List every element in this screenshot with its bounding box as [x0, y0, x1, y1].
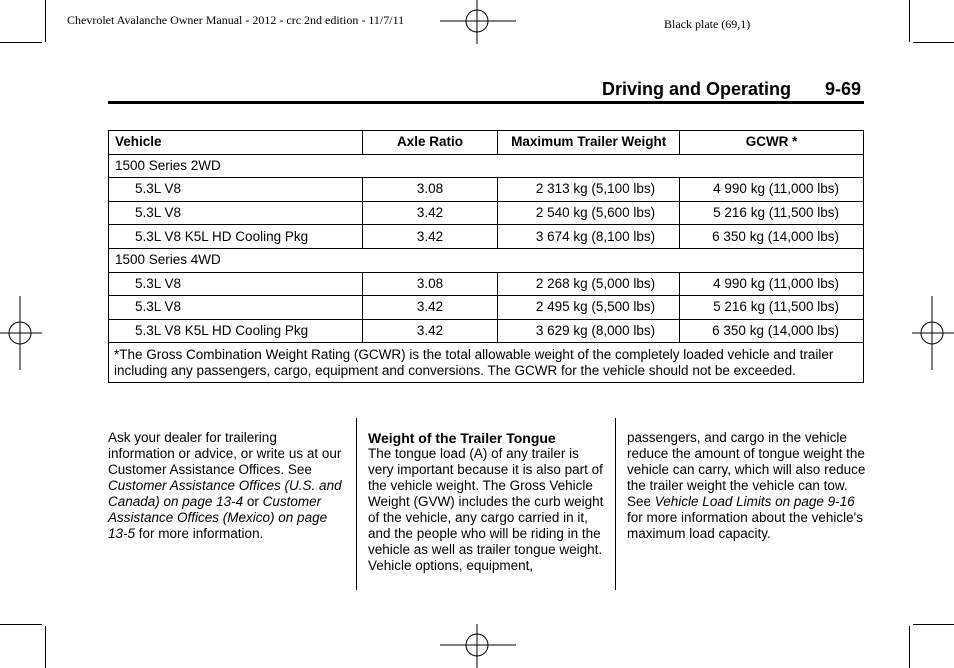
table-cell: 4 990 kg (11,000 lbs) — [680, 178, 864, 202]
group-label: 1500 Series 4WD — [109, 248, 864, 272]
table-cell: 5.3L V8 K5L HD Cooling Pkg — [109, 319, 363, 343]
table-row — [109, 178, 864, 202]
footnote-row — [109, 343, 864, 383]
header-rule — [108, 101, 864, 104]
table-row — [109, 272, 864, 296]
registration-mark-icon — [440, 0, 516, 44]
table-cell: 5.3L V8 K5L HD Cooling Pkg — [109, 225, 363, 249]
registration-mark-icon — [0, 296, 42, 370]
table-cell: 3.42 — [362, 201, 498, 225]
crop-mark — [45, 626, 46, 668]
table-cell: 3 629 kg (8,000 lbs) — [498, 319, 680, 343]
paragraph: The tongue load (A) of any trailer is very important because it is also part of the vehicle weight. The Gross Vehicle Weight (GVW) includes the curb weight of the vehicle, any cargo carried in it, and the people who will be riding in the vehicle as well as trailer tongue weight. Vehicle options, equipment, — [368, 446, 604, 573]
body-text: passengers, and cargo in the vehicle reduce the amount of tongue weight the vehicle can carry, which will also reduce the trailer weight the vehicle can tow. See — [627, 430, 866, 509]
table-cell: 4 990 kg (11,000 lbs) — [680, 272, 864, 296]
table-cell: 2 495 kg (5,500 lbs) — [498, 296, 680, 320]
group-row — [109, 248, 864, 272]
table-footnote: *The Gross Combination Weight Rating (GCWR) is the total allowable weight of the completely loaded vehicle and trailer including any passengers, cargo, equipment and conversions. The GCWR for the vehicle should not be exceeded. — [109, 343, 864, 383]
cross-reference-link[interactable]: Vehicle Load Limits on page 9-16 — [654, 494, 855, 509]
table-cell: 5.3L V8 — [109, 272, 363, 296]
table-cell: 5.3L V8 — [109, 178, 363, 202]
column-header: GCWR * — [680, 131, 864, 155]
section-title: Driving and Operating — [602, 79, 792, 99]
print-header-right: Black plate (69,1) — [664, 17, 751, 31]
column-header: Axle Ratio — [362, 131, 498, 155]
table-cell: 5 216 kg (11,500 lbs) — [680, 296, 864, 320]
cross-reference-link[interactable]: Customer Assistance Offices (U.S. and Canada) on page 13-4 — [108, 478, 342, 509]
body-text: or — [243, 494, 263, 509]
body-text: for more information about the vehicle's maximum load capacity. — [627, 510, 863, 541]
table-cell: 3.08 — [362, 272, 498, 296]
table-cell: 3.08 — [362, 178, 498, 202]
column-header: Maximum Trailer Weight — [498, 131, 680, 155]
column-divider — [356, 418, 357, 590]
group-row — [109, 154, 864, 178]
page-number: 9-69 — [825, 79, 862, 99]
registration-mark-icon — [440, 624, 516, 668]
registration-mark-icon — [912, 296, 954, 370]
table-header-row — [109, 131, 864, 155]
paragraph — [108, 430, 344, 542]
crop-mark — [913, 42, 954, 43]
column-divider — [615, 418, 616, 590]
table-cell: 5 216 kg (11,500 lbs) — [680, 201, 864, 225]
print-header-left: Chevrolet Avalanche Owner Manual - 2012 - crc 2nd edition - 11/7/11 — [67, 13, 405, 27]
table-row — [109, 296, 864, 320]
table-cell: 6 350 kg (14,000 lbs) — [680, 319, 864, 343]
column-1 — [108, 430, 344, 542]
group-label: 1500 Series 2WD — [109, 154, 864, 178]
section-heading: Weight of the Trailer Tongue — [368, 430, 556, 446]
body-text: Ask your dealer for trailering information or advice, or write us at our Customer Assistance Offices. See — [108, 430, 342, 477]
crop-mark — [0, 42, 42, 43]
column-2 — [368, 430, 604, 574]
body-text: for more information. — [135, 526, 264, 541]
crop-mark — [0, 624, 42, 625]
crop-mark — [913, 624, 954, 625]
table-cell: 2 313 kg (5,100 lbs) — [498, 178, 680, 202]
table-cell: 3.42 — [362, 296, 498, 320]
table-cell: 3.42 — [362, 319, 498, 343]
table-cell: 3 674 kg (8,100 lbs) — [498, 225, 680, 249]
column-header: Vehicle — [109, 131, 363, 155]
trailer-weight-table — [108, 130, 864, 383]
table-cell: 6 350 kg (14,000 lbs) — [680, 225, 864, 249]
table-cell: 3.42 — [362, 225, 498, 249]
table-cell: 2 268 kg (5,000 lbs) — [498, 272, 680, 296]
page-title — [602, 79, 861, 100]
table-row — [109, 225, 864, 249]
column-3 — [627, 430, 867, 542]
table-row — [109, 319, 864, 343]
table-cell: 2 540 kg (5,600 lbs) — [498, 201, 680, 225]
crop-mark — [909, 626, 910, 668]
table-cell: 5.3L V8 — [109, 201, 363, 225]
cross-reference-link[interactable]: Customer Assistance Offices (Mexico) on page 13-5 — [108, 494, 328, 541]
crop-mark — [909, 0, 910, 42]
paragraph — [627, 430, 867, 542]
table-row — [109, 201, 864, 225]
crop-mark — [45, 0, 46, 42]
table-cell: 5.3L V8 — [109, 296, 363, 320]
